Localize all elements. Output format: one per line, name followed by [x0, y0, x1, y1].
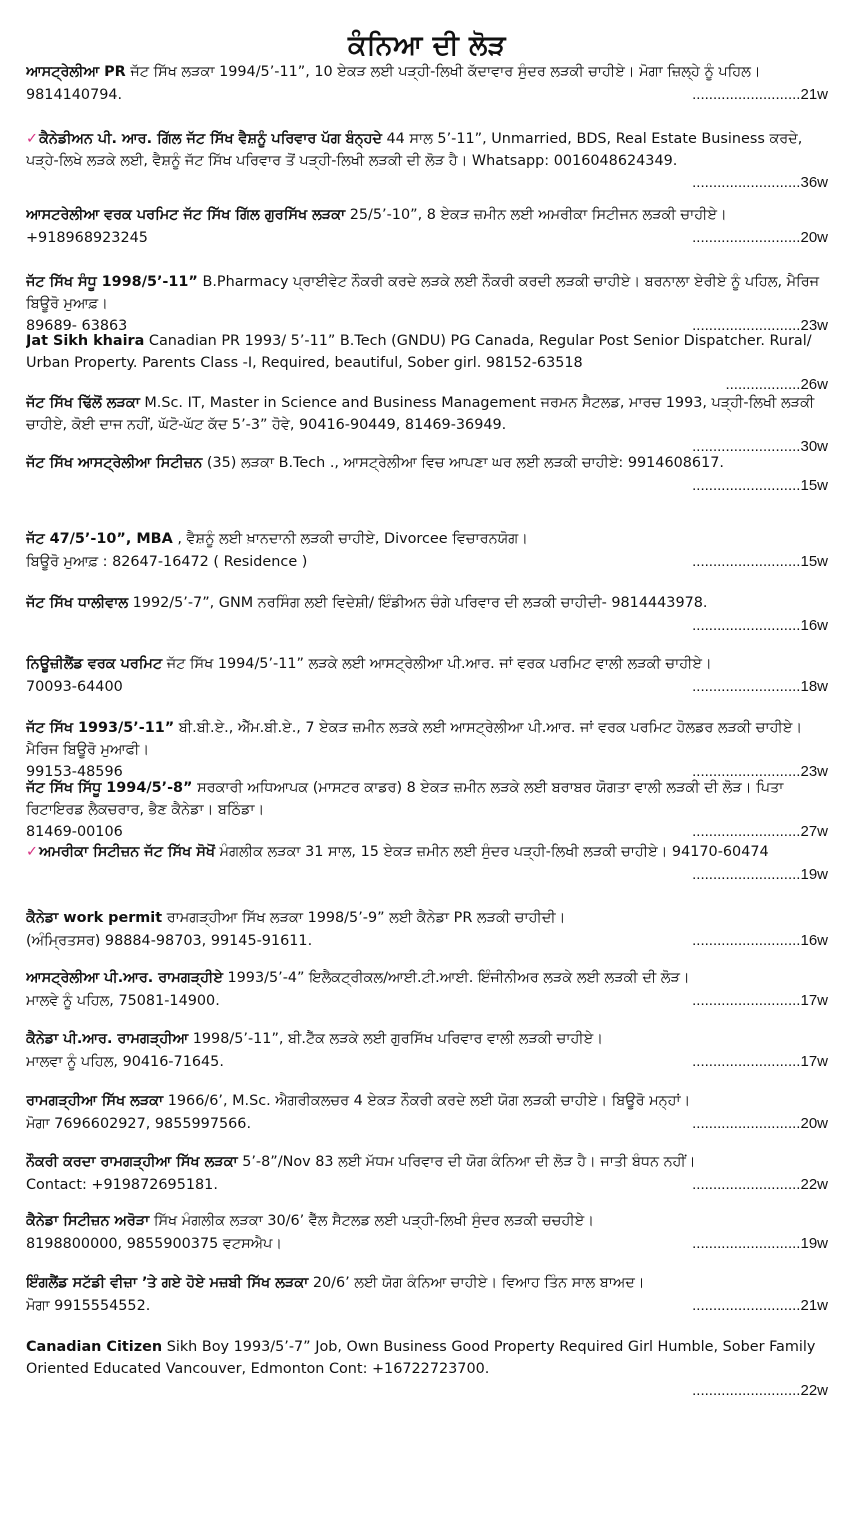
ad-body: Sikh Boy 1993/5’-7” Job, Own Business Good Property Required Girl Humble, Sober Family Oriented Educated Vancouver, Edmonton Cont: +16722723700. [26, 1339, 816, 1377]
ad-text [26, 908, 828, 930]
classified-ad [26, 1029, 828, 1091]
ad-footer [26, 615, 828, 637]
ad-lead: ਆਸਟ੍ਰੇਲੀਆ ਪੀ.ਆਰ. ਰਾਮਗੜ੍ਹੀਏ [26, 970, 223, 986]
ad-contact: 81469-00106 [26, 824, 123, 840]
classified-ad [26, 593, 828, 654]
ad-text [26, 393, 828, 436]
ad-body: ਬੀ.ਬੀ.ਏ., ਐੱਮ.ਬੀ.ਏ., 7 ਏਕੜ ਜ਼ਮੀਨ ਲੜਕੇ ਲਈ ਆਸਟ੍ਰੇਲੀਆ ਪੀ.ਆਰ. ਜਾਂ ਵਰਕ ਪਰਮਿਟ ਹੋਲਡਰ ਲੜਕੀ ਚਾਹੀਏ। ਮੈਰਿਜ ਬਿਊਰੋ ਮੁਆਫੀ। [26, 720, 803, 758]
ad-contact: ਬਿਊਰੋ ਮੁਆਫ਼ : 82647-16472 ( Residence ) [26, 553, 308, 570]
ad-contact: 70093-64400 [26, 678, 123, 695]
ad-text [26, 654, 828, 676]
ad-body: ਮੰਗਲੀਕ ਲੜਕਾ 31 ਸਾਲ, 15 ਏਕੜ ਜ਼ਮੀਨ ਲਈ ਸੁੰਦਰ ਪੜ੍ਹੀ-ਲਿਖੀ ਲੜਕੀ ਚਾਹੀਏ। 94170-60474 [214, 844, 769, 860]
ad-body: 1993/5’-4” ਇਲੈਕਟ੍ਰੀਕਲ/ਆਈ.ਟੀ.ਆਈ. ਇੰਜੀਨੀਅਰ ਲੜਕੇ ਲਈ ਲੜਕੀ ਦੀ ਲੋੜ। [222, 970, 690, 986]
ad-footer [26, 475, 828, 497]
ad-lead: ਇੰਗਲੈਂਡ ਸਟੱਡੀ ਵੀਜ਼ਾ ’ਤੇ ਗਏ ਹੋਏ ਮਜ਼ਬੀ ਸਿੱਖ ਲੜਕਾ [26, 1275, 309, 1291]
ad-lead: ਨੌਕਰੀ ਕਰਦਾ ਰਾਮਗੜ੍ਹੀਆ ਸਿੱਖ ਲੜਕਾ [26, 1154, 238, 1170]
ad-footer [26, 930, 828, 953]
ad-code: ..........................22w [692, 1175, 828, 1193]
ad-code: ..........................15w [692, 476, 828, 494]
ad-body: ਸਰਕਾਰੀ ਅਧਿਆਪਕ (ਮਾਸਟਰ ਕਾਡਰ) 8 ਏਕੜ ਜ਼ਮੀਨ ਲੜਕੇ ਲਈ ਬਰਾਬਰ ਯੋਗਤਾ ਵਾਲੀ ਲੜਕੀ ਦੀ ਲੋੜ। ਪਿਤਾ ਰਿਟਾਇਰਡ ਲੈਕਚਰਾਰ, ਭੈਣ ਕੈਨੇਡਾ। ਬਠਿੰਡਾ। [26, 780, 784, 818]
ad-lead: Canadian Citizen [26, 1339, 163, 1355]
ad-lead: ਜੱਟ ਸਿੱਖ ਆਸਟ੍ਰੇਲੀਆ ਸਿਟੀਜ਼ਨ [26, 455, 203, 471]
ad-footer [26, 1174, 828, 1197]
ad-footer [26, 315, 828, 331]
classified-ad [26, 654, 828, 718]
ad-body: , ਵੈਸ਼ਨੂੰ ਲਈ ਖ਼ਾਨਦਾਨੀ ਲੜਕੀ ਚਾਹੀਏ, Divorcee ਵਿਚਾਰਨਯੋਗ। [172, 531, 528, 547]
ad-text [26, 331, 828, 374]
ad-code: ..........................17w [692, 991, 828, 1009]
ad-footer [26, 1233, 828, 1256]
ad-text [26, 1211, 828, 1233]
classified-ad [26, 1152, 828, 1211]
ad-lead: ਅਮਰੀਕਾ ਸਿਟੀਜ਼ਨ ਜੱਟ ਸਿੱਖ ਸੋਖੋਂ [39, 844, 215, 860]
ad-lead: ਜੱਟ 47/5’-10”, MBA [26, 531, 173, 547]
ad-footer [26, 821, 828, 842]
ad-text [26, 593, 828, 615]
classified-ad [26, 331, 828, 393]
ad-contact: ਮੋਗਾ 9915554552. [26, 1297, 151, 1314]
ad-body: 25/5’-10”, 8 ਏਕੜ ਜ਼ਮੀਨ ਲਈ ਅਮਰੀਕਾ ਸਿਟੀਜਨ ਲੜਕੀ ਚਾਹੀਏ। [345, 207, 727, 223]
ad-body: 1992/5’-7”, GNM ਨਰਸਿੰਗ ਲਈ ਵਿਦੇਸ਼ੀ/ ਇੰਡੀਅਨ ਚੰਗੇ ਪਰਿਵਾਰ ਦੀ ਲੜਕੀ ਚਾਹੀਦੀ- 9814443978. [128, 595, 708, 611]
ad-footer [26, 84, 828, 107]
classified-ad [26, 718, 828, 778]
classified-ad [26, 1337, 828, 1397]
ad-lead: ਜੱਟ ਸਿੱਖ ਢਿੱਲੋਂ ਲੜਕਾ [26, 395, 140, 411]
ad-text [26, 205, 828, 227]
ad-contact: ਮੋਗਾ 7696602927, 9855997566. [26, 1115, 252, 1132]
ad-text [26, 272, 828, 315]
ad-text [26, 842, 828, 864]
ad-body: 1998/5’-11”, ਬੀ.ਟੈੱਕ ਲੜਕੇ ਲਈ ਗੁਰਸਿੱਖ ਪਰਿਵਾਰ ਵਾਲੀ ਲੜਕੀ ਚਾਹੀਏ। [188, 1031, 603, 1047]
ad-footer [26, 436, 828, 453]
ad-lead: ਆਸਟਰੇਲੀਆ ਵਰਕ ਪਰਮਿਟ ਜੱਟ ਸਿੱਖ ਗਿੱਲ ਗੁਰਸਿੱਖ ਲੜਕਾ [26, 207, 346, 223]
ad-code: ..........................21w [692, 1296, 828, 1314]
ad-body: Canadian PR 1993/ 5’-11” B.Tech (GNDU) PG Canada, Regular Post Senior Dispatcher. Rural/ Urban Property. Parents Class -I, Required, beautiful, Sober girl. 98152-63518 [26, 333, 812, 371]
ad-lead: ਜੱਟ ਸਿੱਖ ਧਾਲੀਵਾਲ [26, 595, 129, 611]
ad-text [26, 453, 828, 475]
ad-code: ..........................23w [692, 317, 828, 331]
ad-lead: ਕੈਨੇਡੀਅਨ ਪੀ. ਆਰ. ਗਿੱਲ ਜੱਟ ਸਿੱਖ ਵੈਸ਼ਨੂੰ ਪਰਿਵਾਰ ਪੱਗ ਬੰਨ੍ਹਦੇ [39, 131, 382, 147]
ad-code: ..........................18w [692, 677, 828, 695]
ad-text [26, 968, 828, 990]
ad-lead: ਨਿਊਜ਼ੀਲੈਂਡ ਵਰਕ ਪਰਮਿਟ [26, 656, 163, 672]
ad-contact: 89689- 63863 [26, 318, 128, 331]
ad-code: ..........................19w [692, 865, 828, 883]
ad-lead: ਰਾਮਗੜ੍ਹੀਆ ਸਿੱਖ ਲੜਕਾ [26, 1093, 164, 1109]
ad-footer [26, 990, 828, 1013]
classified-ad [26, 393, 828, 453]
ad-footer [26, 864, 828, 886]
classified-ad [26, 129, 828, 205]
ad-lead: ਜੱਟ ਸਿੱਖ 1993/5’-11” [26, 720, 175, 736]
ad-code: ..........................16w [692, 616, 828, 634]
ad-footer [26, 761, 828, 778]
ad-body: 20/6’ ਲਈ ਯੋਗ ਕੰਨਿਆ ਚਾਹੀਏ। ਵਿਆਹ ਤਿੰਨ ਸਾਲ ਬਾਅਦ। [308, 1275, 645, 1291]
classified-ad [26, 453, 828, 529]
page-title: ਕੰਨਿਆ ਦੀ ਲੋੜ [347, 30, 507, 61]
ad-footer [26, 1113, 828, 1136]
ad-contact: 9814140794. [26, 86, 123, 103]
ad-contact: (ਅੰਮ੍ਰਿਤਸਰ) 98884-98703, 99145-91611. [26, 932, 313, 949]
ad-text [26, 778, 828, 821]
classified-ad [26, 62, 828, 129]
ad-body: 5’-8”/Nov 83 ਲਈ ਮੱਧਮ ਪਰਿਵਾਰ ਦੀ ਯੋਗ ਕੰਨਿਆ ਦੀ ਲੋੜ ਹੈ। ਜਾਤੀ ਬੰਧਨ ਨਹੀਂ। [237, 1154, 696, 1170]
check-mark-icon: ✓ [26, 131, 39, 147]
classified-ad [26, 1091, 828, 1152]
ad-contact: +918968923245 [26, 229, 148, 246]
ad-lead: Jat Sikh khaira [26, 333, 145, 349]
ad-code: ..........................27w [692, 823, 828, 840]
ad-lead: ਜੱਟ ਸਿੱਖ ਸੰਧੂ 1998/5’-11” [26, 274, 198, 290]
ad-text [26, 529, 828, 551]
ad-body: ਰਾਮਗੜ੍ਹੀਆ ਸਿੱਖ ਲੜਕਾ 1998/5’-9” ਲਈ ਕੈਨੇਡਾ PR ਲੜਕੀ ਚਾਹੀਦੀ। [162, 910, 566, 926]
ad-code: ..........................22w [692, 1382, 828, 1397]
ad-lead: ਜੱਟ ਸਿੱਖ ਸਿੱਧੂ 1994/5’-8” [26, 780, 193, 796]
ad-code: ..........................36w [692, 174, 828, 191]
ad-body: 1966/6’, M.Sc. ਐਗਰੀਕਲਚਰ 4 ਏਕੜ ਨੌਕਰੀ ਕਰਦੇ ਲਈ ਯੋਗ ਲੜਕੀ ਚਾਹੀਏ। ਬਿਊਰੋ ਮਨ੍ਹਾਂ। [163, 1093, 691, 1109]
classified-ad [26, 205, 828, 272]
ad-code: ..........................20w [692, 228, 828, 246]
ad-code: ..........................20w [692, 1114, 828, 1132]
classified-ad [26, 272, 828, 331]
ad-contact: ਮਾਲਵੇ ਨੂੰ ਪਹਿਲ, 75081-14900. [26, 992, 220, 1009]
classified-ad [26, 1273, 828, 1337]
ad-code: ..................26w [725, 376, 828, 393]
ad-body: M.Sc. IT, Master in Science and Business Management ਜਰਮਨ ਸੈਟਲਡ, ਮਾਰਚ 1993, ਪੜ੍ਹੀ-ਲਿਖੀ ਲੜਕੀ ਚਾਹੀਏ, ਕੋਈ ਦਾਜ ਨਹੀਂ, ਘੱਟੋ-ਘੱਟ ਕੱਦ 5’-3” ਹੋਵੇ, 90416-90449, 81469-36949. [26, 395, 815, 433]
ad-text [26, 1273, 828, 1295]
ad-footer [26, 1051, 828, 1074]
classified-ad [26, 529, 828, 593]
ad-code: ..........................23w [692, 763, 828, 778]
ad-text [26, 1029, 828, 1051]
ad-text [26, 62, 828, 84]
ad-body: ਜੱਟ ਸਿੱਖ 1994/5’-11” ਲੜਕੇ ਲਈ ਆਸਟ੍ਰੇਲੀਆ ਪੀ.ਆਰ. ਜਾਂ ਵਰਕ ਪਰਮਿਟ ਵਾਲੀ ਲੜਕੀ ਚਾਹੀਏ। [162, 656, 712, 672]
ad-text [26, 1091, 828, 1113]
ad-footer [26, 676, 828, 699]
ad-contact: 99153-48596 [26, 764, 123, 778]
ad-footer [26, 1380, 828, 1397]
ad-lead: ਕੈਨੇਡਾ ਪੀ.ਆਰ. ਰਾਮਗੜ੍ਹੀਆ [26, 1031, 189, 1047]
classified-ad [26, 778, 828, 842]
ad-body: (35) ਲੜਕਾ B.Tech ., ਆਸਟ੍ਰੇਲੀਆ ਵਿਚ ਆਪਣਾ ਘਰ ਲਈ ਲੜਕੀ ਚਾਹੀਏ: 9914608617. [202, 455, 724, 471]
ad-body: ਸਿੱਖ ਮੰਗਲੀਕ ਲੜਕਾ 30/6’ ਵੈੱਲ ਸੈਟਲਡ ਲਈ ਪੜ੍ਹੀ-ਲਿਖੀ ਸੁੰਦਰ ਲੜਕੀ ਚਚਹੀਏ। [149, 1213, 594, 1229]
ad-footer [26, 551, 828, 574]
ad-code: ..........................15w [692, 552, 828, 570]
classified-ad [26, 968, 828, 1029]
ad-text [26, 1337, 828, 1380]
ad-footer [26, 227, 828, 250]
ad-contact: ਮਾਲਵਾ ਨੂੰ ਪਹਿਲ, 90416-71645. [26, 1053, 224, 1070]
ad-lead: ਕੈਨੇਡਾ ਸਿਟੀਜ਼ਨ ਅਰੋੜਾ [26, 1213, 150, 1229]
ad-footer [26, 1295, 828, 1318]
ad-code: ..........................30w [692, 438, 828, 453]
check-mark-icon: ✓ [26, 844, 39, 860]
ad-list [26, 62, 828, 1397]
ad-body: B.Pharmacy ਪ੍ਰਾਈਵੇਟ ਨੌਕਰੀ ਕਰਦੇ ਲੜਕੇ ਲਈ ਨੌਕਰੀ ਕਰਦੀ ਲੜਕੀ ਚਾਹੀਏ। ਬਰਨਾਲਾ ਏਰੀਏ ਨੂੰ ਪਹਿਲ, ਮੈਰਿਜ ਬਿਊਰੋ ਮੁਆਫ਼। [26, 274, 820, 312]
classified-ad [26, 842, 828, 908]
ad-text [26, 129, 828, 172]
ad-text [26, 718, 828, 761]
ad-lead: ਕੈਨੇਡਾ work permit [26, 910, 163, 926]
ad-code: ..........................19w [692, 1234, 828, 1252]
ad-footer [26, 374, 828, 393]
ad-code: ..........................17w [692, 1052, 828, 1070]
ad-code: ..........................21w [692, 85, 828, 103]
ad-code: ..........................16w [692, 931, 828, 949]
ad-contact: Contact: +919872695181. [26, 1176, 218, 1193]
ad-body: ਜੱਟ ਸਿੱਖ ਲੜਕਾ 1994/5’-11”, 10 ਏਕੜ ਲਈ ਪੜ੍ਹੀ-ਲਿਖੀ ਕੱਦਾਵਾਰ ਸੁੰਦਰ ਲੜਕੀ ਚਾਹੀਏ। ਮੋਗਾ ਜ਼ਿਲ੍ਹੇ ਨੂੰ ਪਹਿਲ। [125, 64, 761, 80]
ad-text [26, 1152, 828, 1174]
ad-lead: ਆਸਟ੍ਰੇਲੀਆ PR [26, 64, 126, 80]
ad-contact: 8198800000, 9855900375 ਵਟਸਐਪ। [26, 1235, 282, 1252]
ad-footer [26, 172, 828, 194]
ad-body: 44 ਸਾਲ 5’-11”, Unmarried, BDS, Real Estate Business ਕਰਦੇ, ਪੜ੍ਹੇ-ਲਿਖੇ ਲੜਕੇ ਲਈ, ਵੈਸ਼ਨੂੰ ਜੱਟ ਸਿੱਖ ਪਰਿਵਾਰ ਤੋਂ ਪੜ੍ਹੀ-ਲਿਖੀ ਲੜਕੀ ਦੀ ਲੋੜ ਹੈ। Whatsapp: 0016048624349. [26, 131, 803, 169]
classified-ad [26, 908, 828, 968]
classified-ad [26, 1211, 828, 1273]
